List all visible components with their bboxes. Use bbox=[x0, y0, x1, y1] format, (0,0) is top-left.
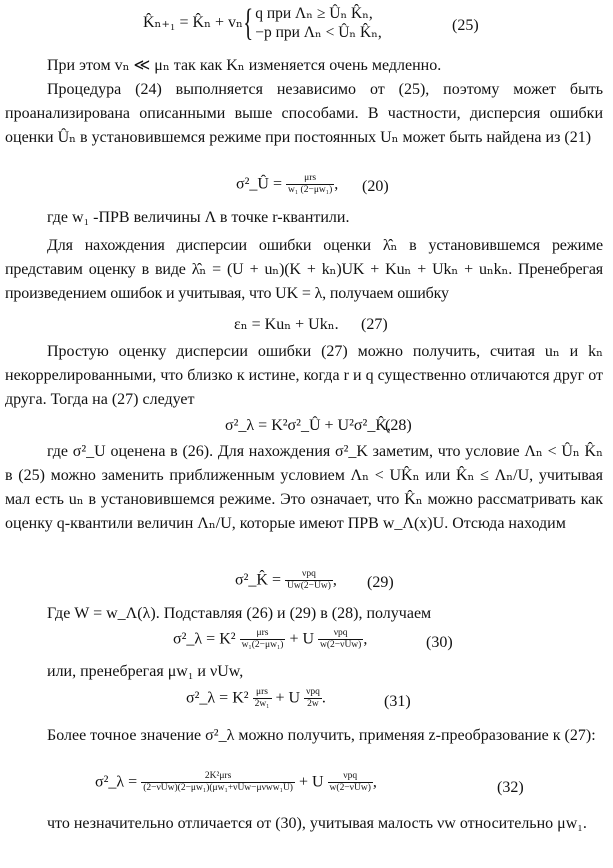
equation-25-cases bbox=[255, 4, 382, 42]
equation-30-fraction-1 bbox=[240, 628, 286, 651]
equation-31-fraction-2 bbox=[304, 687, 322, 710]
paragraph-6: где σ²_U оценена в (26). Для нахождения σ²_K заметим, что условие Λₙ < Ûₙ K̂ₙ в (25) можно заменить приближенным условием Λₙ < UK̂ₙ или K̂ₙ ≤ Λₙ/U, учитывая мал есть uₙ в установившемся режиме. Это означает, что K̂ₙ можно рассматривать как оценку q-квантили величин Λₙ/U, которые имеют ПРВ w_Λ(x)U. Отсюда находим bbox=[5, 443, 603, 532]
equation-31-plus: + U bbox=[275, 689, 301, 707]
equation-25-case-2: −p при Λₙ < Ûₙ K̂ₙ, bbox=[255, 24, 382, 41]
paragraph-2: Процедура (24) выполняется независимо от (25), поэтому может быть проанализирована описанными выше способами. В частности, дисперсия ошибки оценки Ûₙ в установившемся режиме при постоянных Uₙ может быть найдена из (21) bbox=[5, 81, 603, 146]
equation-29-fraction bbox=[285, 569, 333, 592]
equation-32: σ²_λ = $\frac{\text{2K²μrs}}{\text{(2−νUw)(2−μw₁)(μw₁+νUw−μνww₁U)}}$ + U $\frac{\text{νpq}}{\text{w(2−νUw)}}$ , bbox=[95, 770, 377, 793]
fraction-numerator: νpq bbox=[306, 686, 320, 697]
equation-20: σ²_Û = $\frac{\text{μrs}}{\text{w₁ (2−μw₁)}}$ , bbox=[236, 172, 339, 195]
paragraph-5: Простую оценку дисперсии ошибки (27) можно получить, считая uₙ и kₙ некоррелированными, что близко к истине, когда r и q существенно отличаются друг от друга. Тогда на (27) следует bbox=[5, 343, 603, 408]
equation-31-lhs: σ²_λ = K² bbox=[186, 689, 249, 707]
fraction-numerator: νpq bbox=[333, 627, 348, 638]
paragraph-9: Более точное значение σ²_λ можно получить, применяя z-преобразование к (27): bbox=[47, 727, 596, 744]
paragraph-3: где w₁ -ПРВ величины Λ в точке r-квантили. bbox=[47, 209, 350, 226]
fraction-numerator: 2K²μrs bbox=[204, 770, 232, 781]
fraction-numerator: μrs bbox=[256, 627, 269, 638]
fraction-numerator: μrs bbox=[256, 686, 269, 697]
fraction-denominator: 2w₁ bbox=[254, 698, 270, 709]
equation-30-fraction-2 bbox=[318, 628, 363, 651]
fraction-denominator: 2w bbox=[304, 698, 322, 710]
equation-32-fraction-1 bbox=[141, 771, 295, 794]
equation-28-number: (28) bbox=[385, 417, 412, 434]
equation-31-number: (31) bbox=[384, 693, 411, 710]
equation-29: σ²_K̂ = $\frac{\text{νpq}}{Uw(2-Uw)}$ , bbox=[235, 568, 337, 591]
equation-27: εₙ = Kuₙ + Ukₙ. bbox=[234, 316, 339, 333]
paragraph-4: Для нахождения дисперсии ошибки оценки λ̂ₙ в установившемся режиме представим оценку в виде λ̂ₙ = (U + uₙ)(K + kₙ)UK + Kuₙ + Ukₙ + uₙkₙ. Пренебрегая произведением ошибок и учитывая, что UK = λ, получаем ошибку bbox=[5, 237, 603, 302]
equation-30-plus: + U bbox=[289, 630, 315, 648]
equation-27-number: (27) bbox=[361, 316, 388, 333]
equation-25 bbox=[143, 4, 382, 42]
equation-30-number: (30) bbox=[426, 634, 453, 651]
equation-32-plus: + U bbox=[298, 773, 324, 791]
equation-31: σ²_λ = K² $\frac{\text{μrs}}{\text{2w₁}}$ + U $\frac{\text{νpq}}{2w}$ . bbox=[186, 686, 326, 709]
fraction-denominator: w(2−νUw) bbox=[329, 782, 371, 793]
fraction-numerator: νpq bbox=[302, 568, 316, 579]
equation-29-number: (29) bbox=[367, 574, 394, 591]
equation-31-fraction-1 bbox=[253, 687, 272, 710]
equation-29-lhs: σ²_K̂ = bbox=[235, 571, 281, 589]
fraction-denominator: w₁ (2−μw₁) bbox=[288, 184, 333, 195]
left-brace-glyph: { bbox=[243, 2, 254, 44]
equation-32-lhs: σ²_λ = bbox=[95, 773, 138, 791]
paragraph-10: что незначительно отличается от (30), учитывая малость νw относительно μw₁. bbox=[47, 815, 587, 832]
paragraph-8: или, пренебрегая μw₁ и νUw, bbox=[47, 663, 244, 680]
equation-25-case-1: q при Λₙ ≥ Ûₙ K̂ₙ, bbox=[255, 5, 373, 22]
equation-30-lhs: σ²_λ = K² bbox=[173, 630, 236, 648]
fraction-denominator: w(2−νUw) bbox=[320, 639, 362, 650]
equation-20-fraction bbox=[286, 173, 334, 196]
equation-32-number: (32) bbox=[497, 779, 524, 796]
fraction-numerator: μrs bbox=[304, 172, 317, 183]
equation-32-fraction-2 bbox=[328, 771, 373, 794]
fraction-numerator: νpq bbox=[343, 770, 358, 781]
paragraph-7: Где W = w_Λ(λ). Подставляя (26) и (29) в (28), получаем bbox=[47, 605, 432, 622]
equation-25-number: (25) bbox=[452, 17, 479, 34]
fraction-denominator: w₁(2−μw₁) bbox=[241, 639, 284, 650]
fraction-denominator: Uw(2−Uw) bbox=[287, 580, 331, 591]
equation-30: σ²_λ = K² $\frac{\text{μrs}}{\text{w₁(2−μw₁)}}$ + U $\frac{\text{νpq}}{\text{w(2−νUw)}}$ , bbox=[173, 627, 368, 650]
equation-20-lhs: σ²_Û = bbox=[236, 175, 282, 193]
equation-28: σ²_λ = K²σ²_Û + U²σ²_K̂, bbox=[225, 417, 391, 434]
fraction-denominator: (2−νUw)(2−μw₁)(μw₁+νUw−μνww₁U) bbox=[143, 782, 293, 793]
equation-25-lhs: K̂ₙ₊₁ = K̂ₙ + vₙ bbox=[143, 14, 243, 31]
equation-20-number: (20) bbox=[362, 178, 389, 195]
paragraph-1: При этом vₙ ≪ μₙ так как Kₙ изменяется очень медленно. bbox=[47, 57, 442, 74]
